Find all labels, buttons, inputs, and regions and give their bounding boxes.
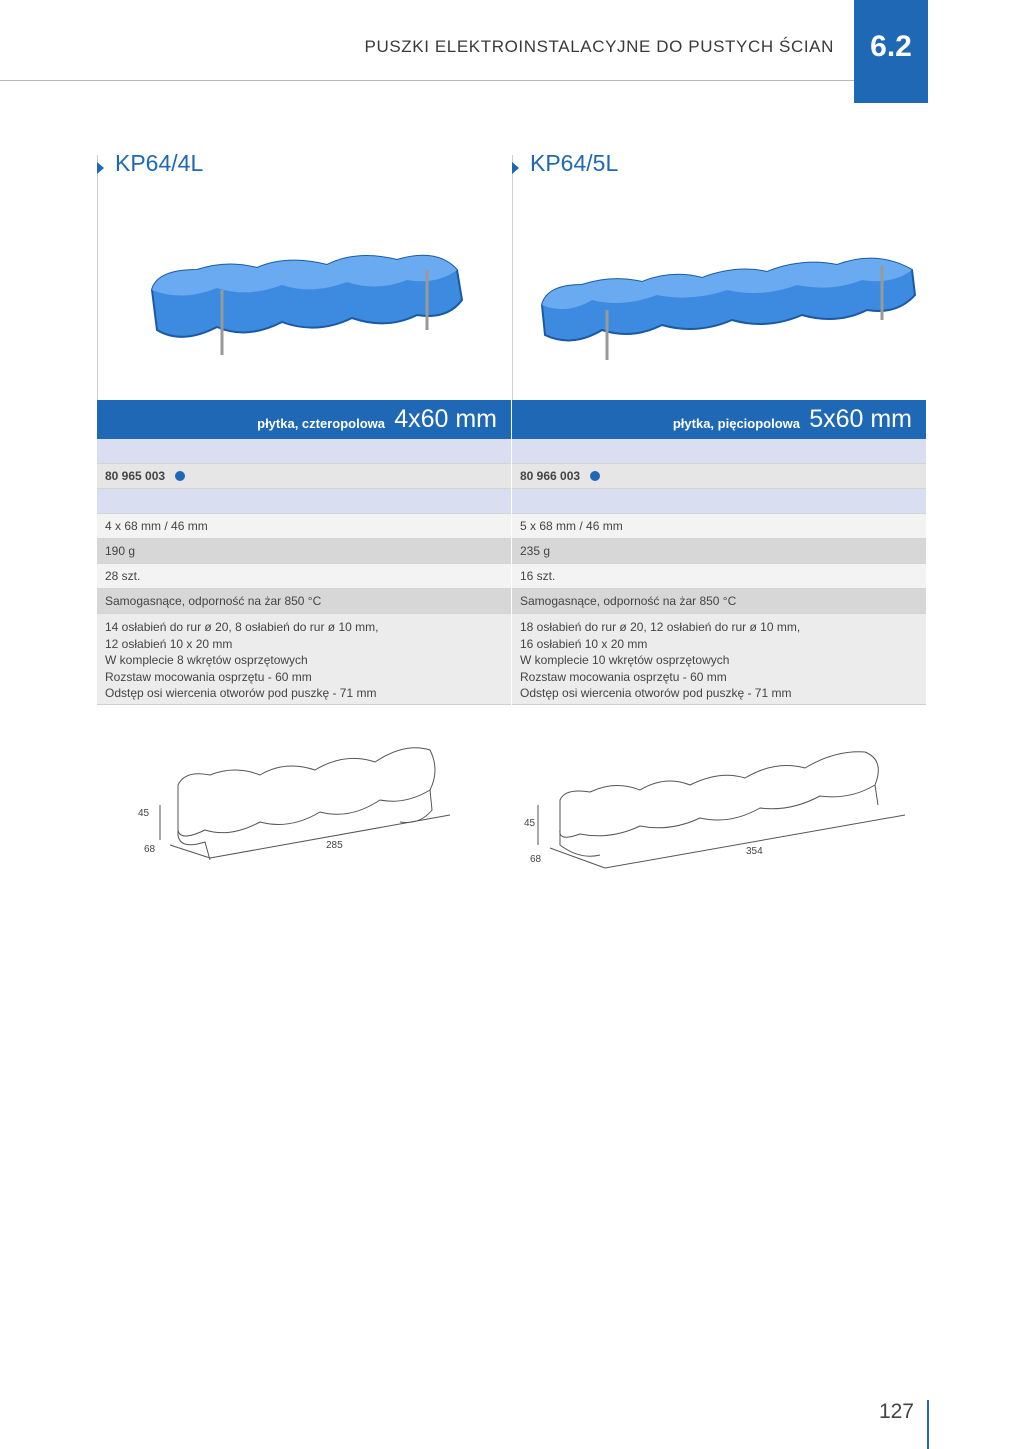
bullet-arrow-icon (512, 162, 519, 174)
spacer-row (97, 439, 511, 464)
color-dot-icon (590, 471, 600, 481)
note-line: Odstęp osi wiercenia otworów pod puszkę - 71 mm (520, 686, 792, 700)
spacer-row (512, 439, 926, 464)
code-row (97, 464, 511, 489)
dimensions-row: 5 x 68 mm / 46 mm (512, 514, 926, 539)
weight-row: 235 g (512, 539, 926, 564)
plate-bar (97, 400, 511, 439)
note-line: W komplecie 8 wkrętów osprzętowych (105, 653, 308, 667)
dim-depth: 68 (530, 854, 542, 865)
plate-label: płytka, czteropolowa (257, 416, 385, 431)
color-dot-icon (175, 471, 185, 481)
weight-row: 190 g (97, 539, 511, 564)
product-code: 80 965 003 (105, 469, 166, 483)
code-row (512, 464, 926, 489)
dim-height: 45 (524, 818, 536, 829)
product-code: 80 966 003 (520, 469, 581, 483)
dim-length: 285 (326, 840, 343, 851)
notes-row (97, 614, 511, 705)
note-line: 18 osłabień do rur ø 20, 12 osłabień do rur ø 10 mm, (520, 620, 801, 634)
product-name: KP64/4L (115, 150, 204, 176)
notes-row (512, 614, 926, 705)
header-title: PUSZKI ELEKTROINSTALACYJNE DO PUSTYCH ŚCIAN (364, 37, 834, 56)
box-outline-drawing (520, 730, 920, 880)
dim-height: 45 (138, 808, 150, 819)
box-outline-drawing (130, 730, 470, 880)
note-line: 12 osłabień 10 x 20 mm (105, 636, 233, 651)
note-line: 14 osłabień do rur ø 20, 8 osłabień do rur ø 10 mm, (105, 620, 379, 634)
plate-size: 4x60 mm (394, 405, 497, 433)
page-number: 127 (878, 1400, 914, 1423)
note-line: Odstęp osi wiercenia otworów pod puszkę - 71 mm (105, 686, 377, 700)
plate-bar (512, 400, 926, 439)
column-divider-left (97, 155, 98, 400)
spacer-row (512, 489, 926, 514)
technical-drawing-right (520, 730, 920, 885)
dim-length: 354 (746, 846, 763, 857)
section-tab: 6.2 (854, 0, 928, 103)
product-photo (137, 230, 517, 380)
dim-depth: 68 (144, 844, 156, 855)
spacer-row (97, 489, 511, 514)
header-rule (0, 80, 854, 81)
dimensions-row: 4 x 68 mm / 46 mm (97, 514, 511, 539)
material-row: Samogasnące, odporność na żar 850 °C (97, 589, 511, 614)
qty-row: 16 szt. (512, 564, 926, 589)
technical-drawing-left (130, 730, 470, 885)
plate-size: 5x60 mm (809, 405, 912, 433)
product-name: KP64/5L (530, 150, 619, 176)
qty-row: 28 szt. (97, 564, 511, 589)
material-row: Samogasnące, odporność na żar 850 °C (512, 589, 926, 614)
note-line: Rozstaw mocowania osprzętu - 60 mm (520, 669, 727, 684)
product-photo (532, 230, 922, 380)
note-line: 16 osłabień 10 x 20 mm (520, 636, 648, 651)
bullet-arrow-icon (97, 162, 104, 174)
note-line: W komplecie 10 wkrętów osprzętowych (520, 653, 730, 667)
page-number-rule (927, 1400, 929, 1449)
note-line: Rozstaw mocowania osprzętu - 60 mm (105, 669, 312, 684)
plate-label: płytka, pięciopolowa (672, 416, 800, 431)
